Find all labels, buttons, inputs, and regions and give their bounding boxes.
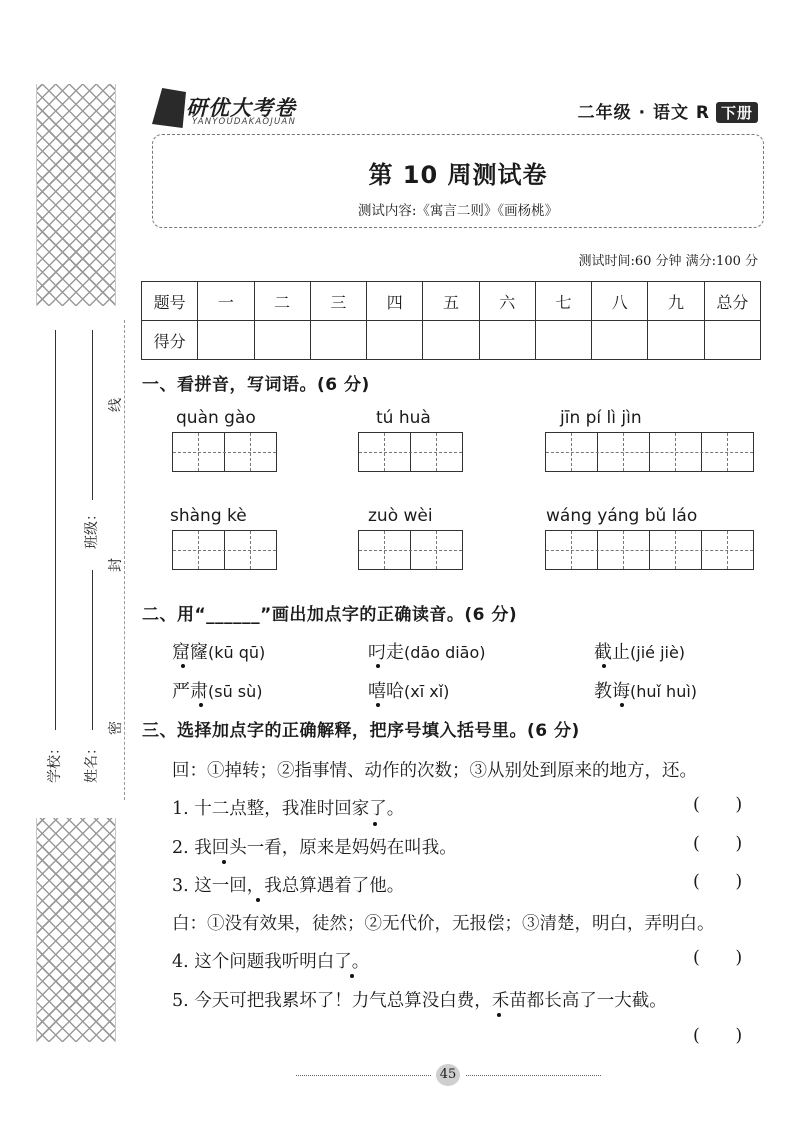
writing-grid[interactable] [358, 432, 463, 472]
table-cell: 九 [648, 282, 704, 321]
volume-tag: 下册 [716, 102, 758, 123]
table-cell: 三 [310, 282, 366, 321]
school-fill-line [55, 330, 56, 730]
question-3: 3. 这一回，我总算遇着了他。 [172, 876, 405, 896]
emphasis-dot [376, 664, 380, 668]
answer-blank[interactable]: ( ) [693, 795, 743, 815]
fist-logo-icon [152, 88, 186, 128]
title-box [152, 134, 764, 228]
section1-heading: 一、看拼音，写词语。(6 分) [142, 375, 370, 395]
writing-grid[interactable] [172, 432, 277, 472]
table-cell: 四 [367, 282, 423, 321]
table-cell: 一 [198, 282, 254, 321]
emphasis-dot [602, 664, 606, 668]
table-row [142, 321, 761, 360]
grade-subject [578, 98, 758, 123]
emphasis-dot [181, 664, 185, 668]
definition-hui: 回：①掉转；②指事情、动作的次数；③从别处到原来的地方，还。 [172, 761, 697, 781]
binding-mark-mi: 密 [108, 721, 124, 735]
emphasis-dot [620, 703, 624, 707]
definition-bai: 白：①没有效果，徒然；②无代价，无报偿；③清楚，明白，弄明白。 [172, 914, 715, 934]
page-number: 45 [436, 1064, 460, 1086]
reading-item: 嘻哈(xī xǐ) [368, 681, 450, 702]
class-label: 班级： [84, 507, 100, 549]
table-cell: 五 [423, 282, 479, 321]
test-content-note: 测试内容:《寓言二则》《画杨桃》 [357, 203, 559, 219]
question-1: 1. 十二点整，我准时回家了。 [172, 799, 405, 819]
class-fill-line [92, 330, 93, 500]
score-input-cell[interactable] [479, 321, 535, 360]
answer-blank[interactable]: ( ) [693, 872, 743, 892]
emphasis-dot [222, 860, 226, 864]
emphasis-dot [256, 898, 260, 902]
table-cell: 总分 [704, 282, 760, 321]
pinyin-label: shàng kè [170, 506, 247, 526]
answer-blank[interactable]: ( ) [693, 1026, 743, 1046]
score-input-cell[interactable] [367, 321, 423, 360]
pinyin-label: tú huà [376, 408, 431, 428]
score-input-cell[interactable] [648, 321, 704, 360]
score-input-cell[interactable] [592, 321, 648, 360]
reading-item: 严肃(sū sù) [172, 681, 263, 702]
binding-mark-feng: 封 [108, 558, 124, 572]
table-cell: 七 [535, 282, 591, 321]
question-5: 5. 今天可把我累坏了！力气总算没白费，禾苗都长高了一大截。 [172, 991, 667, 1011]
margin-pattern-top [36, 84, 116, 306]
name-label: 姓名： [84, 741, 100, 783]
table-cell: 二 [254, 282, 310, 321]
emphasis-dot [350, 974, 354, 978]
section2-heading: 二、用“______”画出加点字的正确读音。(6 分) [142, 605, 518, 625]
table-cell: 六 [479, 282, 535, 321]
score-input-cell[interactable] [535, 321, 591, 360]
grade-text: 二年级 · 语文 R [577, 103, 710, 123]
section3-heading: 三、选择加点字的正确解释，把序号填入括号里。(6 分) [142, 721, 580, 741]
reading-item: 窟窿(kū qū) [172, 642, 266, 663]
writing-grid[interactable] [545, 432, 754, 472]
pinyin-label: zuò wèi [368, 506, 433, 526]
table-cell: 题号 [142, 282, 198, 321]
answer-blank[interactable]: ( ) [693, 834, 743, 854]
emphasis-dot [373, 822, 377, 826]
writing-grid[interactable] [358, 530, 463, 570]
table-row [142, 282, 761, 321]
margin-pattern-bottom [36, 818, 116, 1042]
reading-item: 截止(jié jiè) [594, 642, 686, 663]
reading-item: 教诲(huǐ huì) [594, 681, 698, 702]
emphasis-dot [376, 703, 380, 707]
pinyin-label: wáng yáng bǔ láo [546, 506, 698, 526]
score-input-cell[interactable] [310, 321, 366, 360]
name-fill-line [92, 570, 93, 730]
footer-rule-right [466, 1075, 601, 1076]
school-label: 学校： [47, 741, 63, 783]
pinyin-label: quàn gào [176, 408, 256, 428]
writing-grid[interactable] [545, 530, 754, 570]
reading-item: 叼走(dāo diāo) [368, 642, 486, 663]
footer-rule-left [296, 1075, 431, 1076]
score-input-cell[interactable] [704, 321, 760, 360]
question-2: 2. 我回头一看，原来是妈妈在叫我。 [172, 838, 457, 858]
pinyin-label: jīn pí lì jìn [560, 408, 642, 428]
emphasis-dot [497, 1013, 501, 1017]
binding-mark-xian: 线 [108, 398, 124, 412]
logo-subtitle: YANYOUDAKAOJUAN [192, 117, 297, 127]
answer-blank[interactable]: ( ) [693, 948, 743, 968]
emphasis-dot [199, 703, 203, 707]
score-table [141, 281, 761, 360]
writing-grid[interactable] [172, 530, 277, 570]
score-input-cell[interactable] [423, 321, 479, 360]
question-4: 4. 这个问题我听明白了。 [172, 952, 370, 972]
table-cell: 得分 [142, 321, 198, 360]
page-title: 第 10 周测试卷 [368, 161, 548, 189]
table-cell: 八 [592, 282, 648, 321]
score-input-cell[interactable] [198, 321, 254, 360]
logo-name: 研优大考卷 [186, 96, 296, 120]
publisher-logo [152, 88, 320, 134]
test-meta: 测试时间:60 分钟 满分:100 分 [578, 254, 758, 269]
score-input-cell[interactable] [254, 321, 310, 360]
